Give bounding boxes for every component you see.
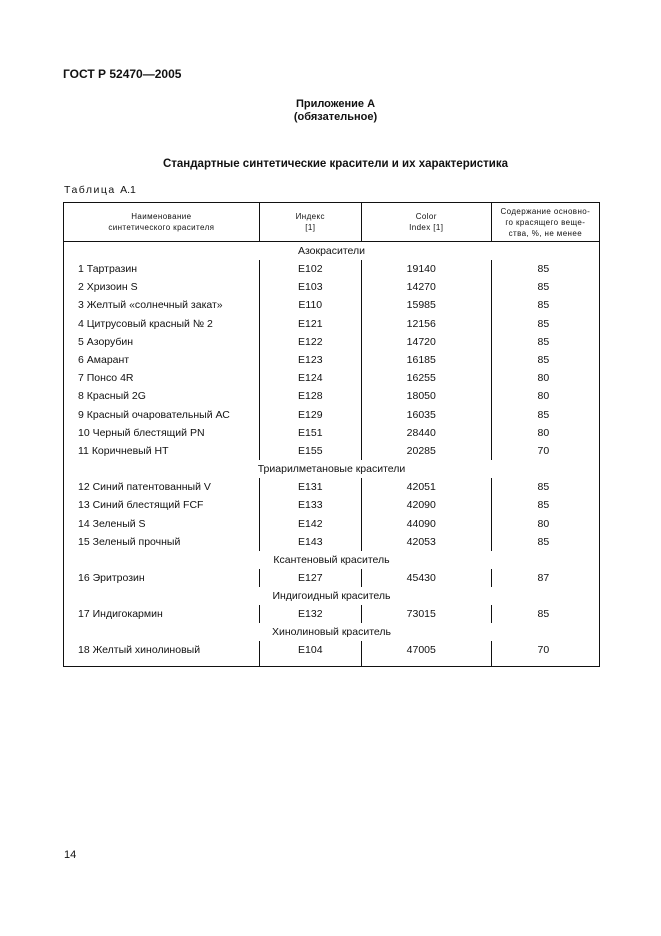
annex-title: Приложение А	[295, 98, 376, 110]
table-row	[64, 424, 600, 442]
col-header-name	[64, 203, 260, 242]
col-header-content-line3: ства, %, не менее	[508, 228, 583, 238]
table-row	[64, 260, 600, 278]
color-index-cell: 45430	[361, 569, 491, 587]
color-index-cell: 28440	[361, 424, 491, 442]
index-cell: Е155	[259, 442, 361, 460]
col-header-color-index	[361, 203, 491, 242]
color-index-cell: 14720	[361, 333, 491, 351]
color-index-cell: 20285	[361, 442, 491, 460]
content-cell: 85	[491, 533, 599, 551]
color-index-cell: 15985	[361, 296, 491, 314]
col-header-color-line1: Color	[415, 212, 437, 221]
dye-name-cell: 17 Индигокармин	[64, 605, 260, 623]
content-cell: 85	[491, 478, 599, 496]
content-cell: 85	[491, 315, 599, 333]
index-cell: Е143	[259, 533, 361, 551]
content-cell: 80	[491, 514, 599, 532]
index-cell: Е132	[259, 605, 361, 623]
standard-number: ГОСТ Р 52470—2005	[63, 67, 182, 81]
table-row	[64, 351, 600, 369]
content-cell: 85	[491, 333, 599, 351]
dye-name-cell: 16 Эритрозин	[64, 569, 260, 587]
dye-name-cell: 9 Красный очаровательный АС	[64, 406, 260, 424]
table-label	[64, 184, 136, 196]
content-cell: 80	[491, 424, 599, 442]
page-number: 14	[64, 849, 77, 861]
dye-name-cell: 3 Желтый «солнечный закат»	[64, 296, 260, 314]
content-cell: 85	[491, 278, 599, 296]
table-header-row	[64, 203, 600, 242]
table-row	[64, 406, 600, 424]
table-row	[64, 605, 600, 623]
col-header-index	[259, 203, 361, 242]
dyes-table	[63, 202, 600, 667]
group-header-row	[64, 623, 600, 641]
index-cell: Е124	[259, 369, 361, 387]
index-cell: Е110	[259, 296, 361, 314]
table-row	[64, 442, 600, 460]
dye-name-cell: 18 Желтый хинолиновый	[64, 641, 260, 667]
table-row	[64, 296, 600, 314]
color-index-cell: 16255	[361, 369, 491, 387]
content-cell: 85	[491, 296, 599, 314]
color-index-cell: 42053	[361, 533, 491, 551]
content-cell: 85	[491, 605, 599, 623]
dye-name-cell: 4 Цитрусовый красный № 2	[64, 315, 260, 333]
content-cell: 85	[491, 260, 599, 278]
group-header-row	[64, 460, 600, 478]
group-title: Триарилметановые красители	[64, 460, 600, 478]
content-cell: 70	[491, 641, 599, 667]
document-title: Стандартные синтетические красители и их характеристика	[162, 158, 509, 170]
table-row	[64, 387, 600, 405]
index-cell: Е127	[259, 569, 361, 587]
table-row	[64, 315, 600, 333]
group-title: Хинолиновый краситель	[64, 623, 600, 641]
color-index-cell: 42090	[361, 496, 491, 514]
color-index-cell: 44090	[361, 514, 491, 532]
dye-name-cell: 13 Синий блестящий FCF	[64, 496, 260, 514]
table-row	[64, 533, 600, 551]
dye-name-cell: 7 Понсо 4R	[64, 369, 260, 387]
color-index-cell: 47005	[361, 641, 491, 667]
index-cell: Е131	[259, 478, 361, 496]
content-cell: 85	[491, 496, 599, 514]
group-header-row	[64, 551, 600, 569]
group-title: Ксантеновый краситель	[64, 551, 600, 569]
index-cell: Е133	[259, 496, 361, 514]
content-cell: 85	[491, 351, 599, 369]
group-header-row	[64, 587, 600, 605]
table-row	[64, 496, 600, 514]
group-title: Азокрасители	[64, 242, 600, 261]
color-index-cell: 14270	[361, 278, 491, 296]
color-index-cell: 18050	[361, 387, 491, 405]
table-row	[64, 514, 600, 532]
color-index-cell: 16185	[361, 351, 491, 369]
dye-name-cell: 10 Черный блестящий PN	[64, 424, 260, 442]
table-row	[64, 278, 600, 296]
content-cell: 80	[491, 387, 599, 405]
table-label-word: Таблица	[64, 184, 116, 196]
content-cell: 80	[491, 369, 599, 387]
index-cell: Е151	[259, 424, 361, 442]
col-header-content	[491, 203, 599, 242]
index-cell: Е122	[259, 333, 361, 351]
col-header-name-line2: синтетического красителя	[108, 223, 215, 232]
col-header-content-line1: Содержание основно-	[500, 206, 591, 216]
index-cell: Е104	[259, 641, 361, 667]
dye-name-cell: 2 Хризоин S	[64, 278, 260, 296]
index-cell: Е128	[259, 387, 361, 405]
index-cell: Е103	[259, 278, 361, 296]
dye-name-cell: 11 Коричневый НТ	[64, 442, 260, 460]
index-cell: Е121	[259, 315, 361, 333]
color-index-cell: 42051	[361, 478, 491, 496]
annex-status: (обязательное)	[293, 111, 378, 123]
group-header-row	[64, 242, 600, 261]
table-row	[64, 369, 600, 387]
table-row	[64, 333, 600, 351]
table-row	[64, 569, 600, 587]
col-header-index-line2: [1]	[305, 223, 316, 232]
dye-name-cell: 8 Красный 2G	[64, 387, 260, 405]
table-label-number: А.1	[120, 184, 136, 196]
table-row	[64, 641, 600, 667]
table-row	[64, 478, 600, 496]
index-cell: Е129	[259, 406, 361, 424]
color-index-cell: 19140	[361, 260, 491, 278]
index-cell: Е123	[259, 351, 361, 369]
group-title: Индигоидный краситель	[64, 587, 600, 605]
dye-name-cell: 14 Зеленый S	[64, 514, 260, 532]
dye-name-cell: 15 Зеленый прочный	[64, 533, 260, 551]
content-cell: 87	[491, 569, 599, 587]
index-cell: Е102	[259, 260, 361, 278]
dye-name-cell: 6 Амарант	[64, 351, 260, 369]
dye-name-cell: 1 Тартразин	[64, 260, 260, 278]
dye-name-cell: 5 Азорубин	[64, 333, 260, 351]
color-index-cell: 16035	[361, 406, 491, 424]
col-header-index-line1: Индекс	[295, 212, 325, 221]
color-index-cell: 12156	[361, 315, 491, 333]
table-body	[64, 242, 600, 667]
content-cell: 70	[491, 442, 599, 460]
index-cell: Е142	[259, 514, 361, 532]
dye-name-cell: 12 Синий патентованный V	[64, 478, 260, 496]
color-index-cell: 73015	[361, 605, 491, 623]
col-header-name-line1: Наименование	[131, 212, 192, 221]
col-header-color-line2: Index [1]	[409, 223, 444, 232]
content-cell: 85	[491, 406, 599, 424]
col-header-content-line2: го красящего веще-	[505, 217, 586, 227]
